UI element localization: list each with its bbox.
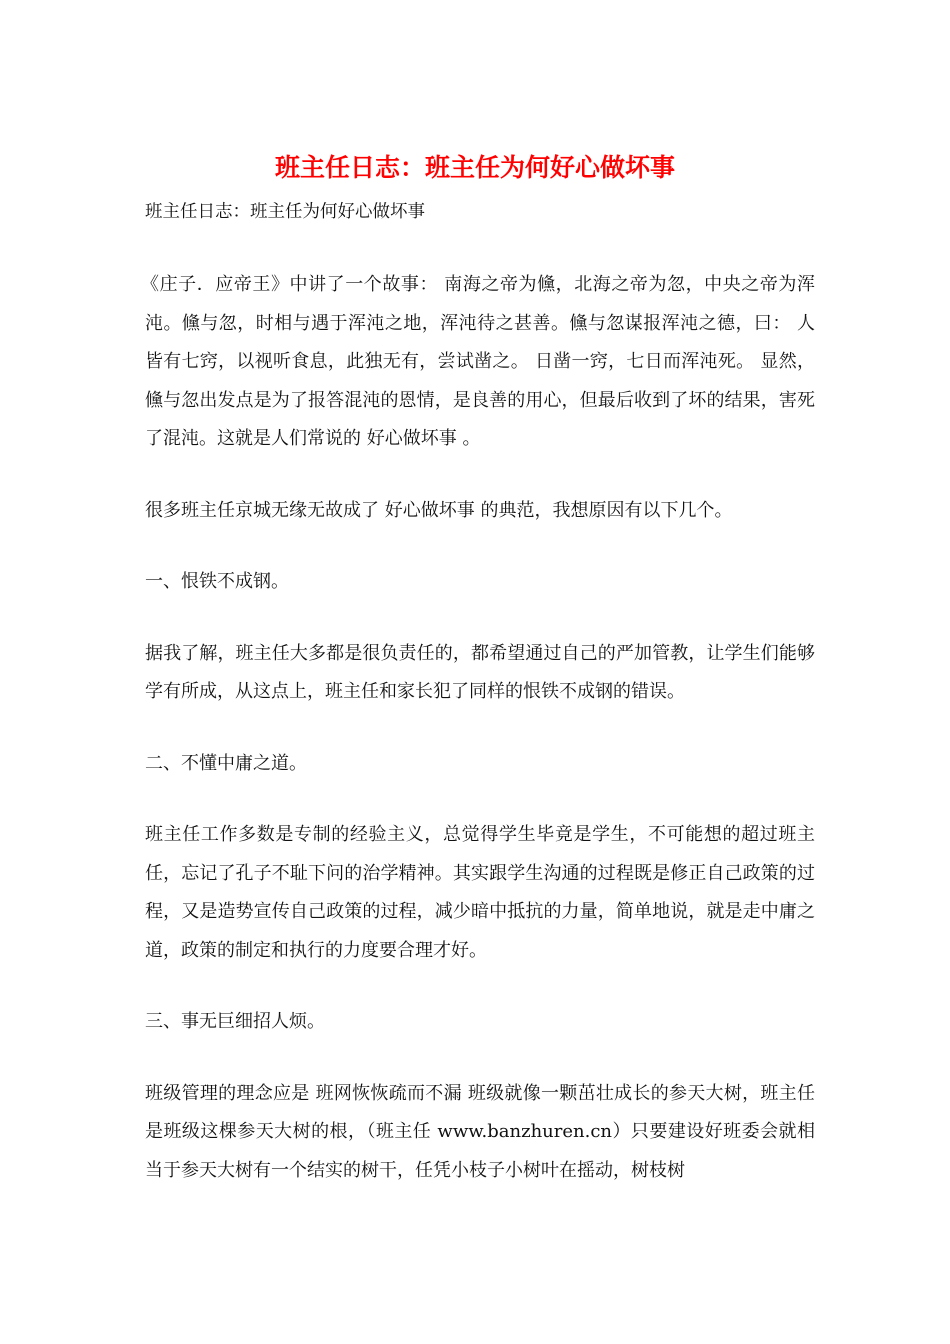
paragraph-section-3: 班级管理的理念应是 班网恢恢疏而不漏 班级就像一颗茁壮成长的参天大树，班主任是班级这棵参天大树的根，（班主任 www.banzhuren.cn）只要建设好班委会就相当于参天大树有一个结实的树干，任凭小枝子小树叶在摇动，树枝树 [145, 1082, 815, 1181]
document-subtitle: 班主任日志：班主任为何好心做坏事 [145, 202, 425, 222]
document-body [141, 194, 815, 1223]
paragraph-section-2: 班主任工作多数是专制的经验主义，总觉得学生毕竟是学生，不可能想的超过班主任，忘记了孔子不耻下问的治学精神。其实跟学生沟通的过程既是修正自己政策的过程，又是造势宣传自己政策的过程，减少暗中抵抗的力量，简单地说，就是走中庸之道，政策的制定和执行的力度要合理才好。 [145, 824, 815, 961]
paragraph-section-1: 据我了解，班主任大多都是很负责任的，都希望通过自己的严加管教，让学生们能够学有所成，从这点上，班主任和家长犯了同样的恨铁不成钢的错误。 [145, 642, 815, 702]
section-heading-2: 二、不懂中庸之道。 [145, 752, 307, 774]
paragraph-intro: 很多班主任京城无缘无故成了 好心做坏事 的典范，我想原因有以下几个。 [145, 499, 733, 521]
document-title: 班主任日志：班主任为何好心做坏事 [274, 153, 675, 182]
section-heading-3: 三、事无巨细招人烦。 [145, 1011, 325, 1032]
section-heading-1: 一、恨铁不成钢。 [145, 571, 289, 592]
paragraph-story: 《庄子．应帝王》中讲了一个故事： 南海之帝为儵，北海之帝为忽，中央之帝为浑沌。儵与忽，时相与遇于浑沌之地，浑沌待之甚善。儵与忽谋报浑沌之德，曰： 人皆有七窍，以视听食息，此独无有，尝试凿之。 日凿一窍，七日而浑沌死。 显然，儵与忽出发点是为了报答混沌的恩情，是良善的用心，但最后收到了坏的结果，害死了混沌。这就是人们常说的 好心做坏事 。 [141, 274, 815, 449]
